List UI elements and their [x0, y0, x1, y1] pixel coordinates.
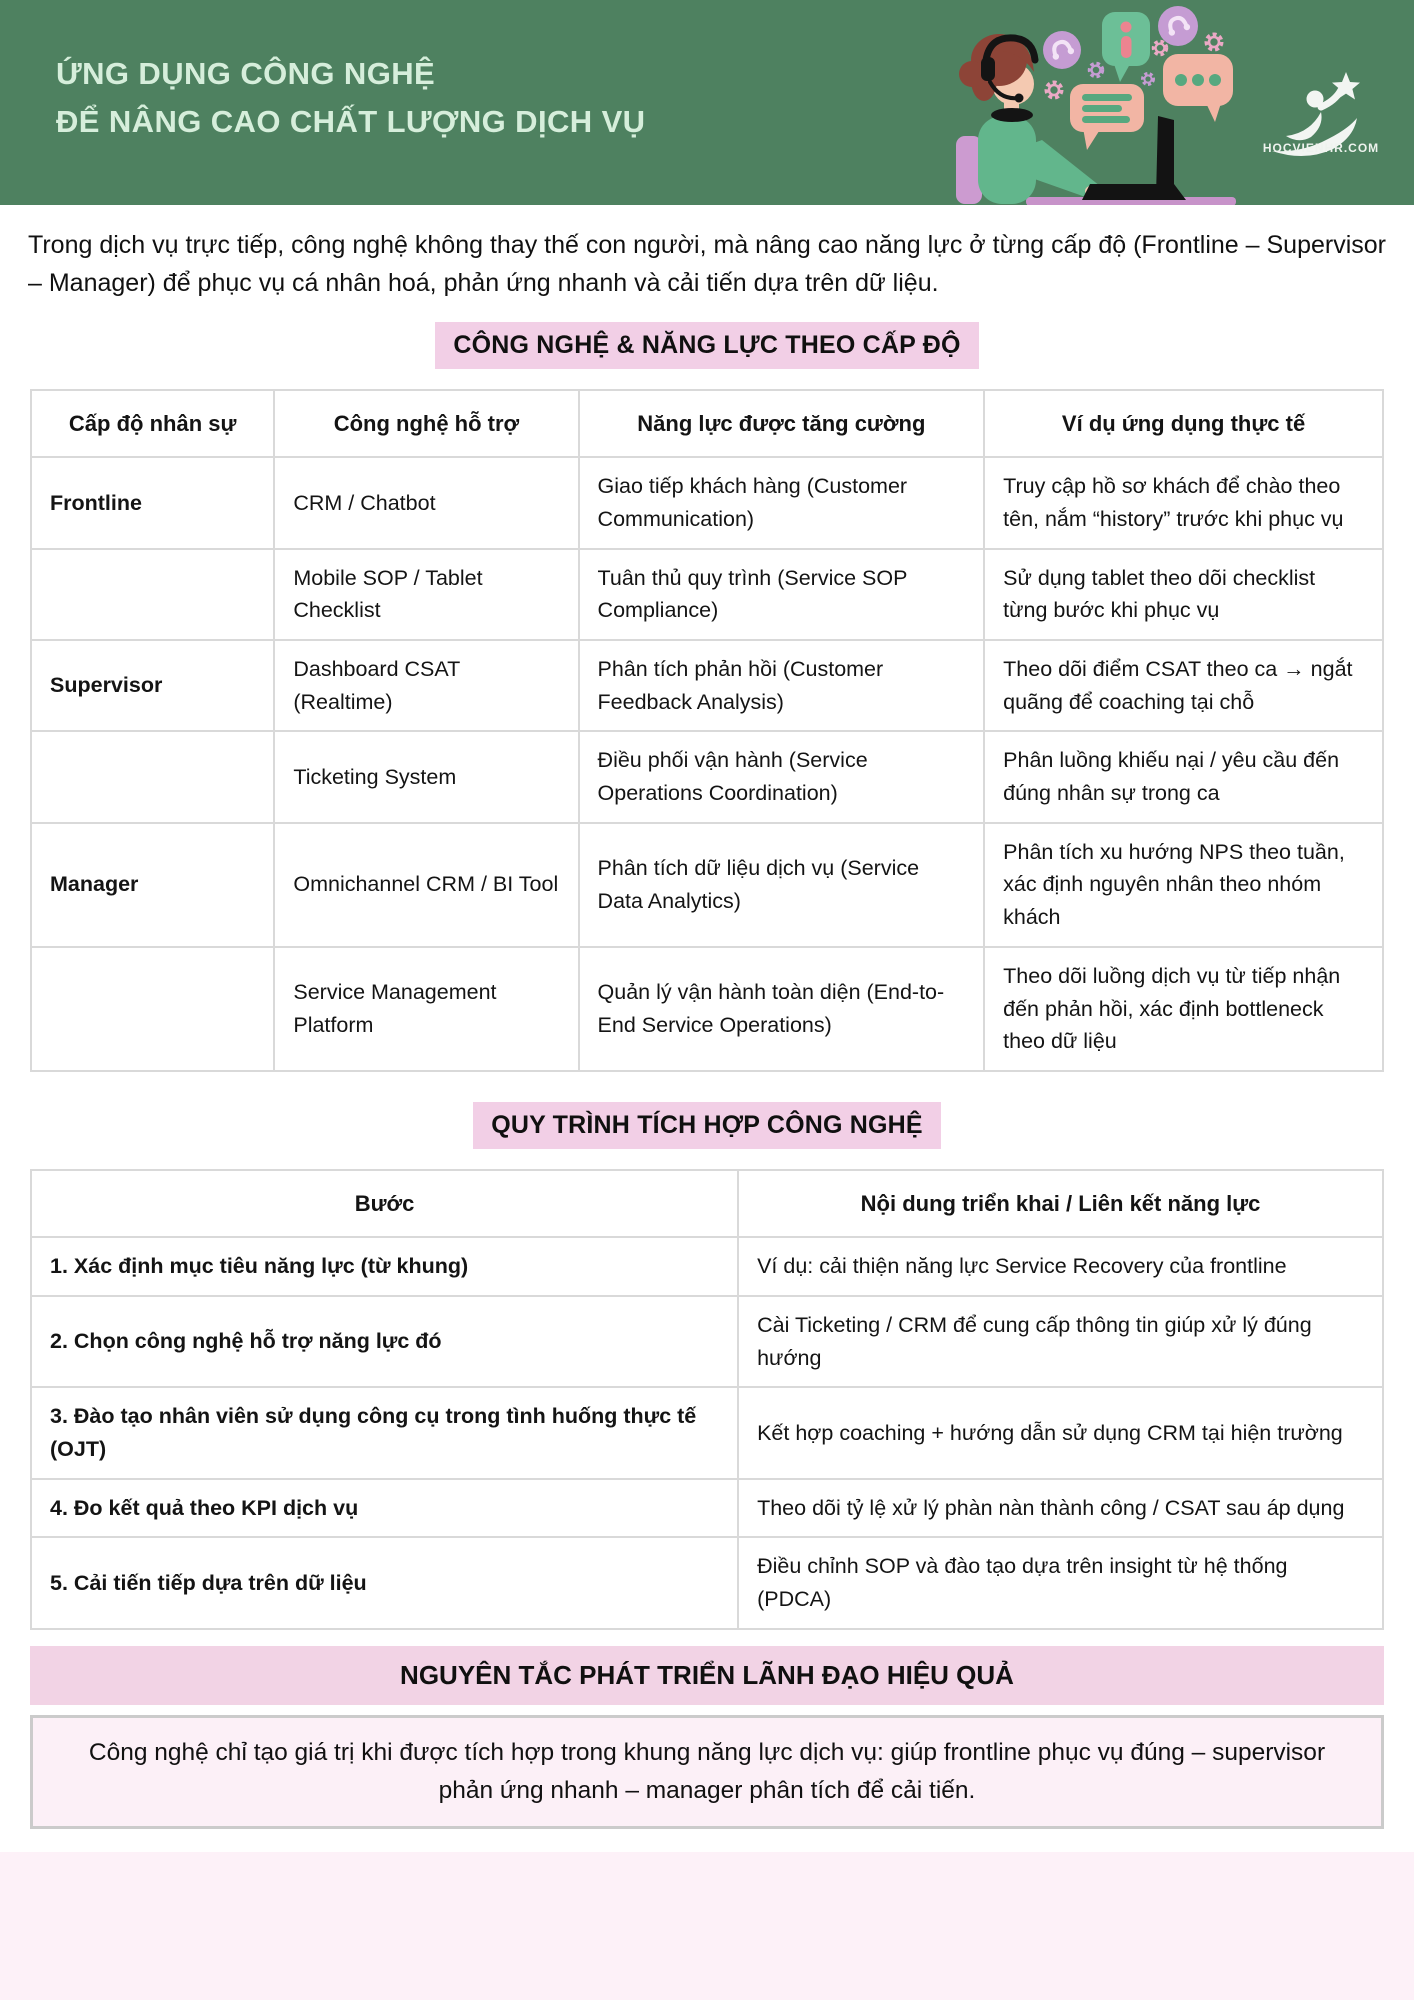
table-row: [31, 1537, 1383, 1628]
page-title-line2: ĐỂ NÂNG CAO CHẤT LƯỢNG DỊCH VỤ: [56, 104, 646, 140]
header-cell-tech: Công nghệ hỗ trợ: [274, 390, 578, 457]
cell-detail: Cài Ticketing / CRM để cung cấp thông tin giúp xử lý đúng hướng: [738, 1296, 1383, 1387]
gear-icon: [1143, 74, 1153, 84]
table-header-row: [31, 1170, 1383, 1237]
tech-capability-table: [30, 389, 1384, 1072]
cell-capability: Giao tiếp khách hàng (Customer Communication): [579, 457, 985, 548]
agent-collar: [991, 108, 1033, 122]
page-title: [56, 50, 645, 146]
page-title-line1: ỨNG DỤNG CÔNG NGHỆ: [56, 56, 436, 91]
table-row: [31, 1479, 1383, 1538]
cell-step: 3. Đào tạo nhân viên sử dụng công cụ trong tình huống thực tế (OJT): [31, 1387, 738, 1478]
table-row: [31, 640, 1383, 731]
table-row: [31, 731, 1383, 822]
cell-example: Theo dõi luồng dịch vụ từ tiếp nhận đến phản hồi, xác định bottleneck theo dữ liệu: [984, 947, 1383, 1071]
cell-step: 1. Xác định mục tiêu năng lực (từ khung): [31, 1237, 738, 1296]
table-row: [31, 947, 1383, 1071]
cell-capability: Quản lý vận hành toàn diện (End-to-End Service Operations): [579, 947, 985, 1071]
table-row: [31, 1296, 1383, 1387]
info-icon: [1121, 22, 1132, 59]
gear-icon: [1207, 35, 1221, 49]
table-row: [31, 1237, 1383, 1296]
cell-example: Theo dõi điểm CSAT theo ca → ngắt quãng để coaching tại chỗ: [984, 640, 1383, 731]
cell-detail: Ví dụ: cải thiện năng lực Service Recovery của frontline: [738, 1237, 1383, 1296]
header-cell-example: Ví dụ ứng dụng thực tế: [984, 390, 1383, 457]
logo-text: HOCVIENHR.COM: [1262, 141, 1380, 155]
hocvienhr-logo: [1263, 72, 1379, 156]
cell-tech: Mobile SOP / Tablet Checklist: [274, 549, 578, 640]
cell-level: Supervisor: [31, 640, 274, 731]
cell-tech: Dashboard CSAT (Realtime): [274, 640, 578, 731]
table-row: [31, 823, 1383, 947]
cell-level: Frontline: [31, 457, 274, 548]
cell-capability: Điều phối vận hành (Service Operations Coordination): [579, 731, 985, 822]
section2-title-wrap: [0, 1102, 1414, 1149]
cell-detail: Điều chỉnh SOP và đào tạo dựa trên insight từ hệ thống (PDCA): [738, 1537, 1383, 1628]
cell-step: 4. Đo kết quả theo KPI dịch vụ: [31, 1479, 738, 1538]
cell-level: Manager: [31, 823, 274, 947]
typing-dots-bubble: [1163, 54, 1233, 122]
cell-level: [31, 731, 274, 822]
cell-step: 5. Cải tiến tiếp dựa trên dữ liệu: [31, 1537, 738, 1628]
table-header-row: [31, 390, 1383, 457]
cell-detail: Theo dõi tỷ lệ xử lý phàn nàn thành công / CSAT sau áp dụng: [738, 1479, 1383, 1538]
cell-level: [31, 549, 274, 640]
intro-paragraph: Trong dịch vụ trực tiếp, công nghệ không thay thế con người, mà nâng cao năng lực ở từng cấp độ (Frontline – Supervisor – Manager) để phục vụ cá nhân hoá, phản ứng nhanh và cải tiến dựa trên dữ liệu.: [28, 231, 1386, 297]
header-cell-level: Cấp độ nhân sự: [31, 390, 274, 457]
section1-title-wrap: [0, 322, 1414, 369]
cell-capability: Tuân thủ quy trình (Service SOP Compliance): [579, 549, 985, 640]
footer-note-box: [30, 1715, 1384, 1829]
header-cell-detail: Nội dung triển khai / Liên kết năng lực: [738, 1170, 1383, 1237]
agent-torso: [978, 116, 1036, 204]
chat-lines-bubble: [1070, 84, 1144, 150]
cell-level: [31, 947, 274, 1071]
support-agent-illustration: [920, 0, 1414, 205]
section2-title: QUY TRÌNH TÍCH HỢP CÔNG NGHỆ: [473, 1102, 941, 1149]
phone-bubble: [1158, 6, 1198, 46]
cell-detail: Kết hợp coaching + hướng dẫn sử dụng CRM tại hiện trường: [738, 1387, 1383, 1478]
cell-tech: Omnichannel CRM / BI Tool: [274, 823, 578, 947]
table-row: [31, 1387, 1383, 1478]
header-banner: [0, 0, 1414, 205]
gear-icon: [1047, 83, 1061, 97]
header-cell-step: Bước: [31, 1170, 738, 1237]
footer-principle-banner: NGUYÊN TẮC PHÁT TRIỂN LÃNH ĐẠO HIỆU QUẢ: [30, 1646, 1384, 1705]
integration-process-table: [30, 1169, 1384, 1630]
cell-capability: Phân tích phản hồi (Customer Feedback Analysis): [579, 640, 985, 731]
cell-tech: Ticketing System: [274, 731, 578, 822]
footer-pink-background: [0, 1852, 1414, 2000]
cell-tech: CRM / Chatbot: [274, 457, 578, 548]
info-bubble: [1102, 12, 1150, 82]
typing-dots-icon: [1175, 74, 1221, 86]
cell-tech: Service Management Platform: [274, 947, 578, 1071]
footer-note-text: Công nghệ chỉ tạo giá trị khi được tích hợp trong khung năng lực dịch vụ: giúp frontline phục vụ đúng – supervisor phản ứng nhanh – manager phân tích để cải tiến.: [88, 1738, 1326, 1804]
cell-step: 2. Chọn công nghệ hỗ trợ năng lực đó: [31, 1296, 738, 1387]
header-cell-capability: Năng lực được tăng cường: [579, 390, 985, 457]
table-row: [31, 457, 1383, 548]
cell-example: Phân tích xu hướng NPS theo tuần, xác định nguyên nhân theo nhóm khách: [984, 823, 1383, 947]
cell-capability: Phân tích dữ liệu dịch vụ (Service Data Analytics): [579, 823, 985, 947]
cell-example: Phân luồng khiếu nại / yêu cầu đến đúng nhân sự trong ca: [984, 731, 1383, 822]
phone-bubble: [1043, 31, 1081, 69]
gear-icon: [1154, 42, 1166, 54]
cell-example: Truy cập hồ sơ khách để chào theo tên, nắm “history” trước khi phục vụ: [984, 457, 1383, 548]
section1-title: CÔNG NGHỆ & NĂNG LỰC THEO CẤP ĐỘ: [435, 322, 978, 369]
cell-example: Sử dụng tablet theo dõi checklist từng bước khi phục vụ: [984, 549, 1383, 640]
table-row: [31, 549, 1383, 640]
gear-icon: [1090, 64, 1102, 76]
